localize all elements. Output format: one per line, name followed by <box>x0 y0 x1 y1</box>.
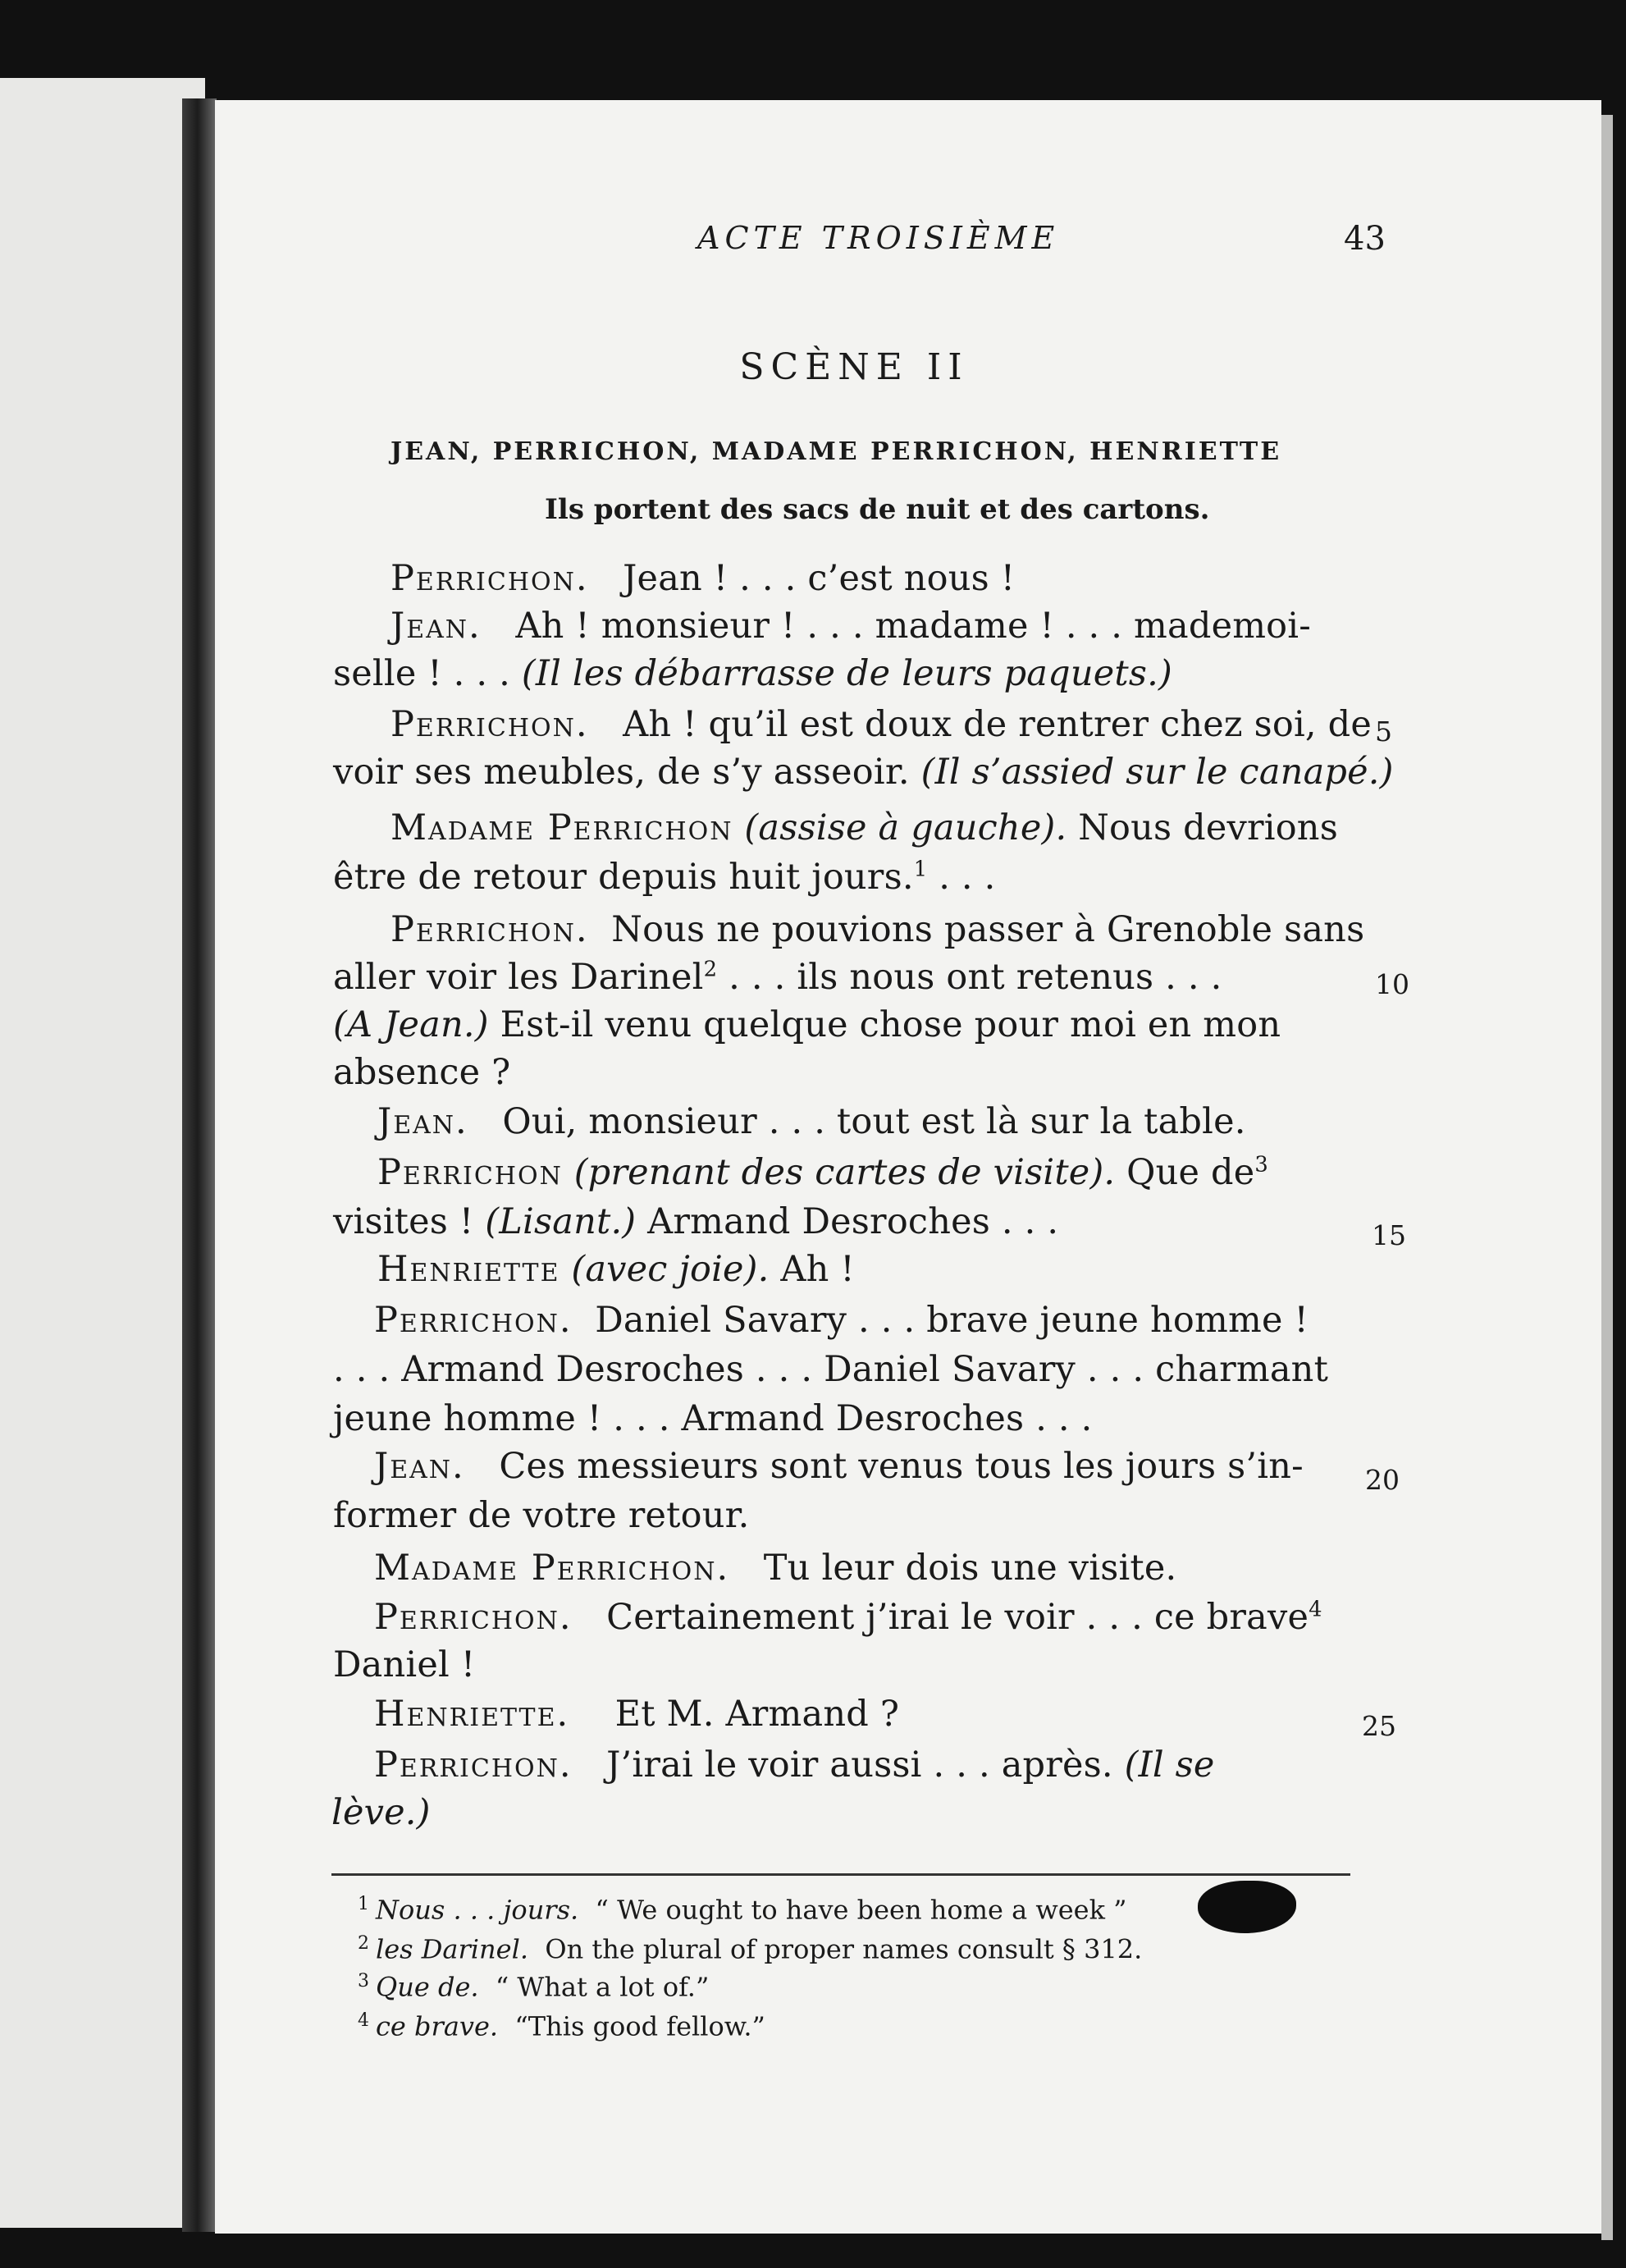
line-number: 10 <box>1375 968 1409 1000</box>
stage-direction-inline: lève.) <box>331 1792 431 1833</box>
speaker: Henriette <box>377 1249 560 1290</box>
speech: former de votre retour. <box>333 1495 750 1536</box>
speaker: Perrichon. <box>391 558 589 599</box>
speech: Ah ! <box>769 1249 855 1290</box>
speech: Ah ! monsieur ! . . . madame ! . . . mademoi- <box>515 606 1311 647</box>
footnote-reference: Nous . . . jours. <box>376 1894 579 1926</box>
speech: Ces messieurs sont venus tous les jours s’in- <box>499 1446 1304 1487</box>
dialogue-line <box>333 752 1394 793</box>
speech: Tu leur dois une visite. <box>763 1548 1177 1589</box>
page-edge <box>1601 115 1613 2240</box>
speech-continued: Armand Desroches . . . <box>636 1201 1059 1242</box>
footnote-number: 4 <box>358 2010 369 2031</box>
speaker: Madame Perrichon. <box>374 1548 730 1589</box>
dialogue-line <box>333 1495 750 1536</box>
speech: jeune homme ! . . . Armand Desroches . . . <box>333 1398 1093 1439</box>
dialogue-line <box>333 957 1222 998</box>
dialogue-line <box>333 1201 1058 1242</box>
speech-continued: . . . ils nous ont retenus . . . <box>717 957 1222 998</box>
speaker: Jean. <box>391 606 482 647</box>
speech: Nous devrions <box>1066 807 1338 848</box>
footnote-reference: les Darinel. <box>376 1933 528 1965</box>
speech: absence ? <box>333 1052 511 1093</box>
speech: Ah ! qu’il est doux de rentrer chez soi, de <box>623 704 1373 745</box>
footnote <box>358 1933 1142 1965</box>
dialogue-line <box>374 1597 1322 1638</box>
dialogue-line <box>391 606 1311 647</box>
dialogue-line <box>391 807 1338 848</box>
stage-direction: Ils portent des sacs de nuit et des cartons. <box>545 493 1210 526</box>
stage-direction-inline: (assise à gauche). <box>744 807 1067 848</box>
dialogue-line <box>333 1004 1281 1045</box>
line-number: 25 <box>1362 1710 1396 1742</box>
speech: aller voir les Darinel <box>333 957 704 998</box>
footnote <box>358 1894 1127 1926</box>
speech: Et M. Armand ? <box>614 1694 900 1735</box>
speech: Que de <box>1115 1152 1255 1193</box>
stage-direction-inline: (Il se <box>1124 1744 1215 1786</box>
speech: être de retour depuis huit jours. <box>333 857 914 898</box>
dialogue-line <box>391 909 1364 950</box>
footnote-text: “This good fellow.” <box>514 2010 765 2042</box>
stage-direction-inline: (Il les débarrasse de leurs paquets.) <box>521 653 1173 694</box>
footnote-marker: 4 <box>1309 1597 1322 1622</box>
speaker: Perrichon. <box>391 704 589 745</box>
speech: visites ! <box>333 1201 486 1242</box>
stage-direction-inline: (prenant des cartes de visite). <box>573 1152 1116 1193</box>
speaker: Perrichon. <box>391 909 589 950</box>
dialogue-line <box>333 1349 1328 1390</box>
dialogue-line <box>333 1052 510 1093</box>
speech: . . . Armand Desroches . . . Daniel Savary . . . charmant <box>333 1349 1329 1390</box>
footnote-rule <box>331 1873 1350 1876</box>
dialogue-line <box>374 1548 1176 1589</box>
running-head: ACTE TROISIÈME <box>697 220 1060 256</box>
speech: Nous ne pouvions passer à Grenoble sans <box>611 909 1365 950</box>
dialogue-line <box>374 1694 899 1735</box>
dialogue-line <box>333 1644 475 1685</box>
speech: Jean ! . . . c’est nous ! <box>623 558 1016 599</box>
dialogue-line <box>377 1101 1246 1142</box>
speaker: Perrichon. <box>374 1597 573 1638</box>
speech: voir ses meubles, de s’y asseoir. <box>333 752 921 793</box>
dialogue-line <box>374 1446 1304 1487</box>
speech-continued: . . . <box>927 857 996 898</box>
footnote-reference: ce brave. <box>376 2010 499 2042</box>
stage-direction-inline: (Il s’assied sur le canapé.) <box>920 752 1394 793</box>
page-number: 43 <box>1344 220 1386 258</box>
dialogue-line <box>331 1792 431 1833</box>
scene-title: SCÈNE II <box>739 346 969 388</box>
line-number: 15 <box>1372 1219 1406 1251</box>
footnote-reference: Que de. <box>376 1971 479 2003</box>
speaker: Perrichon <box>377 1152 563 1193</box>
footnote <box>358 1971 709 2003</box>
line-number: 20 <box>1365 1464 1400 1496</box>
facing-page-edge <box>0 78 205 2228</box>
dialogue-line <box>391 704 1372 745</box>
footnote-text: “ We ought to have been home a week ” <box>595 1894 1127 1926</box>
dialogue-line <box>333 1398 1093 1439</box>
footnote <box>358 2010 765 2042</box>
speech: selle ! . . . <box>333 653 522 694</box>
footnote-text: On the plural of proper names consult § 312. <box>545 1933 1143 1965</box>
character-list: JEAN, PERRICHON, MADAME PERRICHON, HENRIETTE <box>391 437 1282 466</box>
speaker: Perrichon. <box>374 1300 573 1341</box>
book-gutter <box>182 98 217 2232</box>
footnote-number: 3 <box>358 1971 369 1991</box>
dialogue-line <box>333 857 996 898</box>
footnote-text: “ What a lot of.” <box>495 1971 710 2003</box>
speech: Daniel Savary . . . brave jeune homme ! <box>595 1300 1309 1341</box>
dialogue-line <box>377 1152 1268 1193</box>
speaker: Jean. <box>377 1101 468 1142</box>
footnote-marker: 1 <box>913 857 928 882</box>
speech: Daniel ! <box>333 1644 476 1685</box>
speech: J’irai le voir aussi . . . après. <box>606 1744 1125 1786</box>
speaker: Madame Perrichon <box>391 807 733 848</box>
footnote-marker: 2 <box>703 957 718 982</box>
footnote-number: 2 <box>358 1933 369 1954</box>
stage-direction-inline: (A Jean.) <box>333 1004 489 1045</box>
line-number: 5 <box>1375 716 1392 748</box>
speech: Est-il venu quelque chose pour moi en mon <box>488 1004 1281 1045</box>
stage-direction-inline: (Lisant.) <box>485 1201 637 1242</box>
dialogue-line <box>377 1249 855 1290</box>
speaker: Perrichon. <box>374 1744 573 1786</box>
footnote-marker: 3 <box>1254 1152 1269 1177</box>
speech: Oui, monsieur . . . tout est là sur la table. <box>502 1101 1246 1142</box>
stage-direction-inline: (avec joie). <box>571 1249 770 1290</box>
dialogue-line <box>374 1744 1215 1786</box>
speaker: Jean. <box>374 1446 465 1487</box>
dialogue-line <box>333 653 1172 694</box>
speaker: Henriette. <box>374 1694 570 1735</box>
footnote-number: 1 <box>358 1894 369 1914</box>
dialogue-line <box>374 1300 1309 1341</box>
dialogue-line <box>391 558 1015 599</box>
speech: Certainement j’irai le voir . . . ce brave <box>606 1597 1309 1638</box>
